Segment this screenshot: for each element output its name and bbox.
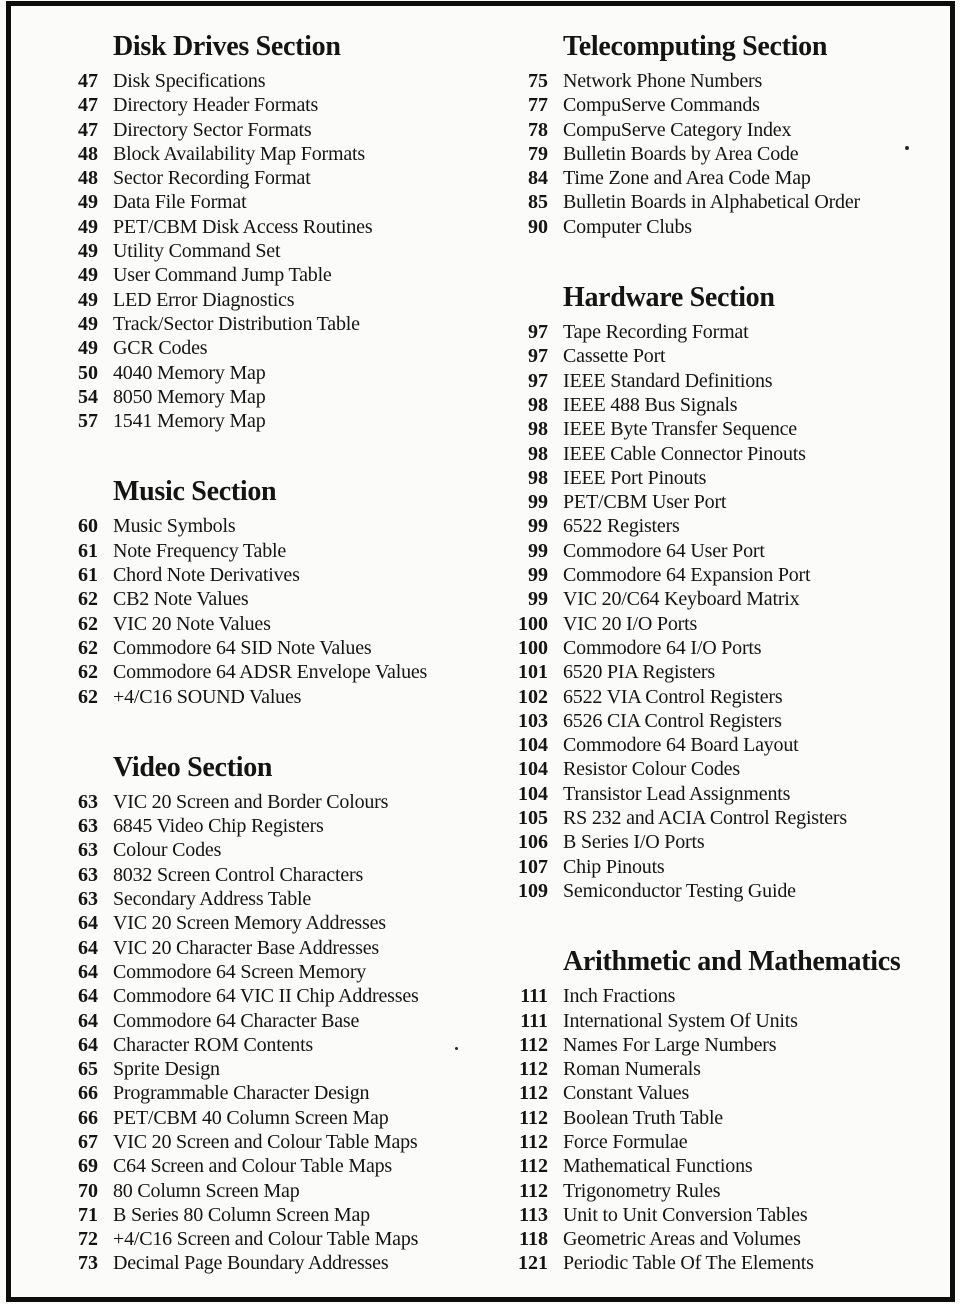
entry-page-number: 121 <box>518 1252 548 1275</box>
entry-page-number: 97 <box>528 345 548 368</box>
entry-page-number: 104 <box>518 758 548 781</box>
toc-entry <box>492 1179 942 1203</box>
entry-title: Commodore 64 VIC II Chip Addresses <box>113 985 419 1008</box>
toc-entry <box>42 312 492 336</box>
entry-page-number: 73 <box>78 1252 98 1275</box>
entry-page-number: 90 <box>528 215 548 238</box>
entry-page-number: 61 <box>78 539 98 562</box>
toc-entry <box>492 660 942 684</box>
toc-entry <box>42 838 492 862</box>
entry-title: Colour Codes <box>113 839 222 862</box>
entry-page-number: 103 <box>518 709 548 732</box>
toc-entry <box>492 393 942 417</box>
entry-page-number: 99 <box>528 539 548 562</box>
entry-title: VIC 20 I/O Ports <box>563 612 698 635</box>
toc-entry <box>42 1154 492 1178</box>
entry-page-number: 99 <box>528 564 548 587</box>
entry-page-number: 47 <box>78 94 98 117</box>
scan-speck <box>905 146 909 150</box>
entry-page-number: 112 <box>519 1058 548 1081</box>
toc-entry <box>42 409 492 433</box>
entry-title: VIC 20/C64 Keyboard Matrix <box>563 588 800 611</box>
toc-entry <box>492 1154 942 1178</box>
entry-title: Unit to Unit Conversion Tables <box>563 1203 808 1226</box>
toc-entry <box>492 1081 942 1105</box>
entry-page-number: 75 <box>528 70 548 92</box>
entry-title: Names For Large Numbers <box>563 1033 777 1056</box>
entry-title: Utility Command Set <box>113 240 281 263</box>
entry-title: Directory Header Formats <box>113 94 319 117</box>
entry-title: Track/Sector Distribution Table <box>113 312 360 335</box>
entry-page-number: 49 <box>78 312 98 335</box>
entry-page-number: 49 <box>78 240 98 263</box>
entry-title: IEEE Port Pinouts <box>563 466 707 489</box>
entry-title: IEEE Byte Transfer Sequence <box>563 418 797 441</box>
toc-entry <box>492 369 942 393</box>
entry-title: +4/C16 SOUND Values <box>113 685 302 708</box>
entry-title: Disk Specifications <box>113 70 266 92</box>
entry-page-number: 111 <box>520 985 548 1008</box>
entry-title: International System Of Units <box>563 1009 798 1032</box>
toc-entry <box>42 142 492 166</box>
toc-entry <box>492 1251 942 1275</box>
entry-page-number: 112 <box>519 1082 548 1105</box>
entry-title: Commodore 64 Board Layout <box>563 734 799 757</box>
entry-title: Chord Note Derivatives <box>113 564 300 587</box>
entry-title: Decimal Page Boundary Addresses <box>113 1252 389 1275</box>
entry-page-number: 112 <box>519 1130 548 1153</box>
toc-entry <box>492 830 942 854</box>
entry-page-number: 112 <box>519 1033 548 1056</box>
entry-title: Boolean Truth Table <box>563 1106 723 1129</box>
entry-title: GCR Codes <box>113 337 208 360</box>
entry-title: Trigonometry Rules <box>563 1179 721 1202</box>
section-heading: Disk Drives Section <box>113 31 341 62</box>
toc-entry <box>42 69 492 93</box>
entry-page-number: 104 <box>518 782 548 805</box>
entry-title: B Series 80 Column Screen Map <box>113 1203 370 1226</box>
toc-entry <box>42 1057 492 1081</box>
toc-entry <box>492 69 942 93</box>
section-heading: Hardware Section <box>563 282 775 314</box>
entry-page-number: 106 <box>518 831 548 854</box>
toc-entry <box>42 587 492 611</box>
toc-entry <box>492 1130 942 1154</box>
toc-entry <box>42 1009 492 1033</box>
entry-page-number: 67 <box>78 1130 98 1153</box>
entry-title: Force Formulae <box>563 1130 688 1153</box>
toc-entry <box>492 142 942 166</box>
entry-page-number: 66 <box>78 1082 98 1105</box>
entry-page-number: 64 <box>78 1033 98 1056</box>
entry-page-number: 48 <box>78 142 98 165</box>
toc-entry <box>492 757 942 781</box>
entry-page-number: 64 <box>78 960 98 983</box>
entry-page-number: 111 <box>520 1009 548 1032</box>
toc-entry <box>492 417 942 441</box>
toc-entry <box>42 1203 492 1227</box>
entry-page-number: 78 <box>528 118 548 141</box>
toc-entry <box>492 733 942 757</box>
entry-page-number: 98 <box>528 393 548 416</box>
entry-title: 6520 PIA Registers <box>563 661 715 684</box>
entry-title: Network Phone Numbers <box>563 70 763 92</box>
toc-entry <box>42 984 492 1008</box>
toc-entry <box>42 1179 492 1203</box>
entry-title: 6522 Registers <box>563 515 680 538</box>
entry-page-number: 62 <box>78 661 98 684</box>
entry-title: User Command Jump Table <box>113 264 332 287</box>
entry-title: Commodore 64 Character Base <box>113 1009 360 1032</box>
toc-entry <box>492 636 942 660</box>
section-heading: Music Section <box>113 476 277 508</box>
entry-page-number: 85 <box>528 191 548 214</box>
entry-title: Commodore 64 SID Note Values <box>113 636 372 659</box>
toc-section <box>42 751 492 1276</box>
toc-entry <box>492 1009 942 1033</box>
entry-page-number: 63 <box>78 815 98 838</box>
toc-entry <box>492 709 942 733</box>
entry-title: IEEE 488 Bus Signals <box>563 393 738 416</box>
toc-entry <box>42 361 492 385</box>
toc-entry <box>492 563 942 587</box>
toc-entry <box>42 887 492 911</box>
toc-entry <box>492 215 942 239</box>
toc-entry <box>492 855 942 879</box>
entry-page-number: 100 <box>518 612 548 635</box>
entry-title: VIC 20 Note Values <box>113 612 271 635</box>
entry-title: Inch Fractions <box>563 985 676 1008</box>
toc-entry <box>42 288 492 312</box>
toc-entry <box>492 587 942 611</box>
entry-page-number: 99 <box>528 588 548 611</box>
entry-title: 4040 Memory Map <box>113 361 266 384</box>
entry-page-number: 105 <box>518 807 548 830</box>
toc-column-right <box>492 30 942 1276</box>
toc-entry <box>492 490 942 514</box>
toc-entry <box>42 814 492 838</box>
entry-page-number: 102 <box>518 685 548 708</box>
entry-title: Sprite Design <box>113 1058 220 1081</box>
toc-entry <box>42 612 492 636</box>
toc-entry <box>42 685 492 709</box>
entry-page-number: 64 <box>78 912 98 935</box>
entry-page-number: 109 <box>518 879 548 902</box>
entry-page-number: 60 <box>78 515 98 538</box>
entry-title: PET/CBM Disk Access Routines <box>113 215 373 238</box>
toc-entry <box>42 790 492 814</box>
entry-page-number: 99 <box>528 515 548 538</box>
toc-entry <box>42 936 492 960</box>
toc-entry <box>42 514 492 538</box>
entry-title: Constant Values <box>563 1082 690 1105</box>
entry-title: PET/CBM 40 Column Screen Map <box>113 1106 389 1129</box>
entry-title: Resistor Colour Codes <box>563 758 740 781</box>
entry-page-number: 112 <box>519 1106 548 1129</box>
toc-section <box>42 475 492 708</box>
section-heading: Arithmetic and Mathematics <box>563 946 901 978</box>
entry-page-number: 64 <box>78 985 98 1008</box>
toc-entry <box>492 806 942 830</box>
entry-page-number: 118 <box>519 1228 548 1251</box>
toc-section <box>42 30 492 433</box>
toc-entry <box>42 863 492 887</box>
entry-title: 80 Column Screen Map <box>113 1179 300 1202</box>
entry-title: Semiconductor Testing Guide <box>563 879 796 902</box>
toc-entry <box>492 190 942 214</box>
entry-title: Commodore 64 ADSR Envelope Values <box>113 661 428 684</box>
toc-entry <box>42 118 492 142</box>
entry-title: Commodore 64 Screen Memory <box>113 960 367 983</box>
entry-page-number: 62 <box>78 612 98 635</box>
toc-entry <box>42 1130 492 1154</box>
entry-title: PET/CBM User Port <box>563 491 727 514</box>
entry-page-number: 63 <box>78 888 98 911</box>
entry-title: Music Symbols <box>113 515 236 538</box>
entry-title: Directory Sector Formats <box>113 118 312 141</box>
entry-title: Bulletin Boards by Area Code <box>563 142 799 165</box>
entry-page-number: 63 <box>78 863 98 886</box>
toc-entry <box>492 539 942 563</box>
entry-page-number: 49 <box>78 191 98 214</box>
entry-page-number: 62 <box>78 636 98 659</box>
toc-entry <box>42 215 492 239</box>
entry-title: LED Error Diagnostics <box>113 288 295 311</box>
toc-entry <box>42 1033 492 1057</box>
entry-page-number: 107 <box>518 855 548 878</box>
entry-title: B Series I/O Ports <box>563 831 705 854</box>
entry-page-number: 69 <box>78 1155 98 1178</box>
toc-entry <box>492 320 942 344</box>
toc-entry <box>492 782 942 806</box>
entry-title: 6526 CIA Control Registers <box>563 709 782 732</box>
entry-title: Cassette Port <box>563 345 666 368</box>
entry-title: Commodore 64 I/O Ports <box>563 636 762 659</box>
entry-title: Commodore 64 Expansion Port <box>563 564 811 587</box>
entry-page-number: 101 <box>518 661 548 684</box>
entry-title: IEEE Cable Connector Pinouts <box>563 442 806 465</box>
entry-title: Bulletin Boards in Alphabetical Order <box>563 191 860 214</box>
toc-entry <box>492 466 942 490</box>
entry-page-number: 61 <box>78 564 98 587</box>
toc-entry <box>492 685 942 709</box>
entry-page-number: 77 <box>528 94 548 117</box>
entry-page-number: 64 <box>78 936 98 959</box>
toc-entry <box>42 911 492 935</box>
entry-title: Geometric Areas and Volumes <box>563 1228 801 1251</box>
entry-page-number: 97 <box>528 369 548 392</box>
entry-title: Commodore 64 User Port <box>563 539 765 562</box>
entry-page-number: 49 <box>78 288 98 311</box>
toc-column-left <box>42 30 492 1276</box>
toc-entry <box>42 1106 492 1130</box>
toc-entry <box>42 1251 492 1275</box>
entry-page-number: 113 <box>519 1203 548 1226</box>
entry-title: 1541 Memory Map <box>113 410 266 433</box>
entry-page-number: 64 <box>78 1009 98 1032</box>
toc-entry <box>42 93 492 117</box>
entry-title: Character ROM Contents <box>113 1033 314 1056</box>
entry-page-number: 57 <box>78 410 98 433</box>
entry-page-number: 54 <box>78 385 98 408</box>
entry-page-number: 49 <box>78 337 98 360</box>
toc-section <box>492 281 942 903</box>
entry-page-number: 70 <box>78 1179 98 1202</box>
entry-page-number: 72 <box>78 1228 98 1251</box>
entry-title: 8050 Memory Map <box>113 385 266 408</box>
toc-section <box>492 30 942 239</box>
toc-entry <box>492 984 942 1008</box>
entry-page-number: 48 <box>78 167 98 190</box>
toc-entry <box>42 190 492 214</box>
entry-title: Data File Format <box>113 191 247 214</box>
toc-entry <box>492 344 942 368</box>
toc-section <box>492 945 942 1276</box>
toc-entry <box>42 385 492 409</box>
toc-entry <box>492 1106 942 1130</box>
entry-title: Computer Clubs <box>563 215 692 238</box>
section-heading: Video Section <box>113 751 273 783</box>
entry-title: C64 Screen and Colour Table Maps <box>113 1155 393 1178</box>
entry-page-number: 98 <box>528 418 548 441</box>
toc-entry <box>492 1057 942 1081</box>
entry-page-number: 98 <box>528 442 548 465</box>
entry-page-number: 112 <box>519 1179 548 1202</box>
entry-page-number: 99 <box>528 491 548 514</box>
toc-entry <box>42 1227 492 1251</box>
entry-title: Roman Numerals <box>563 1058 701 1081</box>
toc-entry <box>492 93 942 117</box>
toc-entry <box>42 166 492 190</box>
toc-entry <box>492 1033 942 1057</box>
entry-page-number: 104 <box>518 734 548 757</box>
entry-page-number: 62 <box>78 685 98 708</box>
toc-entry <box>492 166 942 190</box>
toc-entry <box>42 539 492 563</box>
entry-page-number: 49 <box>78 264 98 287</box>
entry-title: Note Frequency Table <box>113 539 287 562</box>
entry-page-number: 62 <box>78 588 98 611</box>
entry-title: +4/C16 Screen and Colour Table Maps <box>113 1228 419 1251</box>
entry-page-number: 100 <box>518 636 548 659</box>
entry-page-number: 98 <box>528 466 548 489</box>
toc-entry <box>492 442 942 466</box>
entry-page-number: 49 <box>78 215 98 238</box>
entry-page-number: 47 <box>78 70 98 92</box>
entry-title: CompuServe Category Index <box>563 118 792 141</box>
entry-title: Mathematical Functions <box>563 1155 753 1178</box>
toc-entry <box>42 336 492 360</box>
entry-title: Transistor Lead Assignments <box>563 782 791 805</box>
entry-title: 6522 VIA Control Registers <box>563 685 783 708</box>
entry-title: Block Availability Map Formats <box>113 142 365 165</box>
section-heading: Telecomputing Section <box>563 31 828 62</box>
entry-title: CB2 Note Values <box>113 588 249 611</box>
entry-title: VIC 20 Screen and Border Colours <box>113 790 389 813</box>
toc-entry <box>492 514 942 538</box>
entry-page-number: 47 <box>78 118 98 141</box>
entry-page-number: 97 <box>528 321 548 344</box>
toc-entry <box>42 636 492 660</box>
toc-entry <box>42 263 492 287</box>
entry-title: VIC 20 Character Base Addresses <box>113 936 379 959</box>
toc-entry <box>42 1081 492 1105</box>
entry-title: Periodic Table Of The Elements <box>563 1252 814 1275</box>
entry-title: 8032 Screen Control Characters <box>113 863 364 886</box>
entry-title: Programmable Character Design <box>113 1082 370 1105</box>
toc-entry <box>492 118 942 142</box>
toc-entry <box>492 1203 942 1227</box>
entry-title: IEEE Standard Definitions <box>563 369 773 392</box>
entry-page-number: 112 <box>519 1155 548 1178</box>
toc-entry <box>492 1227 942 1251</box>
entry-title: RS 232 and ACIA Control Registers <box>563 807 847 830</box>
entry-page-number: 66 <box>78 1106 98 1129</box>
toc-entry <box>42 660 492 684</box>
entry-title: Secondary Address Table <box>113 888 312 911</box>
entry-title: VIC 20 Screen Memory Addresses <box>113 912 386 935</box>
entry-page-number: 50 <box>78 361 98 384</box>
entry-page-number: 84 <box>528 167 548 190</box>
toc-entry <box>42 563 492 587</box>
entry-title: Time Zone and Area Code Map <box>563 167 811 190</box>
entry-page-number: 79 <box>528 142 548 165</box>
toc-entry <box>42 239 492 263</box>
entry-page-number: 63 <box>78 839 98 862</box>
toc-entry <box>42 960 492 984</box>
entry-title: Chip Pinouts <box>563 855 665 878</box>
entry-title: VIC 20 Screen and Colour Table Maps <box>113 1130 418 1153</box>
entry-page-number: 71 <box>78 1203 98 1226</box>
entry-title: Sector Recording Format <box>113 167 311 190</box>
entry-title: CompuServe Commands <box>563 94 760 117</box>
entry-title: Tape Recording Format <box>563 321 749 344</box>
entry-page-number: 65 <box>78 1058 98 1081</box>
entry-page-number: 63 <box>78 790 98 813</box>
entry-title: 6845 Video Chip Registers <box>113 815 324 838</box>
toc-entry <box>492 612 942 636</box>
toc-entry <box>492 879 942 903</box>
scan-speck <box>455 1047 458 1050</box>
